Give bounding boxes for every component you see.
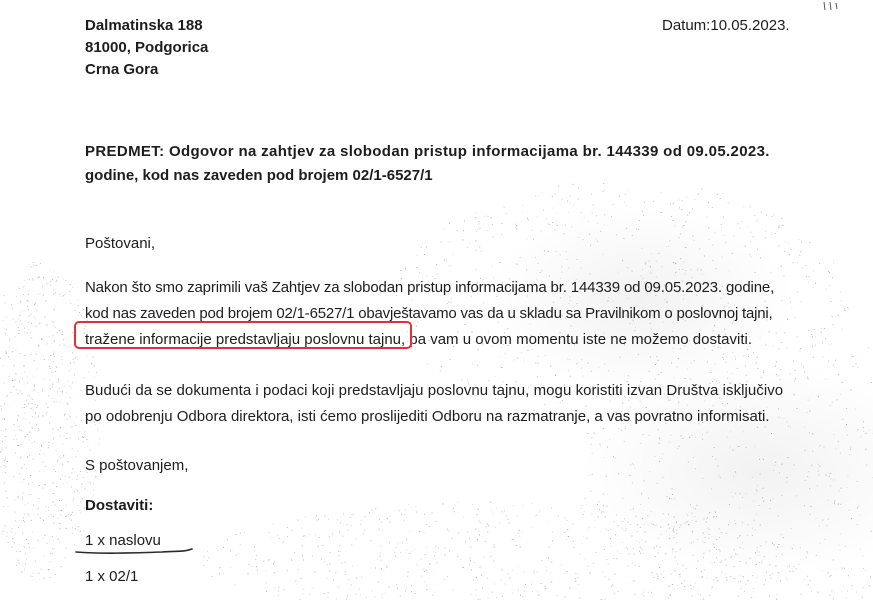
subject-line-1: PREDMET: Odgovor na zahtjev za slobodan pristup informacijama br. 144339 od 09.05.2023. xyxy=(85,143,770,160)
subject-line-2: godine, kod nas zaveden pod brojem 02/1-6527/1 xyxy=(85,167,433,184)
paragraph-2-line-1: Budući da se dokumenta i podaci koji predstavljaju poslovnu tajnu, mogu koristiti izvan Društva isključivo xyxy=(85,382,784,399)
paragraph-1-line-2: kod nas zaveden pod brojem 02/1-6527/1 obavještavamo vas da u skladu sa Pravilnikom o poslovnoj tajni, xyxy=(85,305,773,322)
paragraph-2 xyxy=(85,378,797,430)
paragraph-1-line-1: Nakon što smo zaprimili vaš Zahtjev za slobodan pristup informacijama br. 144339 od 09.05.2023. godine, xyxy=(85,279,775,296)
paragraph-1-line-3-rest: pa vam u ovom momentu iste ne možemo dostaviti. xyxy=(405,331,753,348)
paragraph-2-line-2: po odobrenju Odbora direktora, isti ćemo proslijediti Odboru na razmatranje, a vas povratno informisati. xyxy=(85,408,770,425)
recipient-2: 1 x 02/1 xyxy=(85,568,139,585)
corner-pen-mark xyxy=(820,0,850,12)
letter-date: Datum:10.05.2023. xyxy=(662,17,790,34)
sender-city: 81000, Podgorica xyxy=(85,39,209,56)
salutation: Poštovani, xyxy=(85,235,156,252)
closing-greeting: S poštovanjem, xyxy=(85,457,189,474)
sender-street: Dalmatinska 188 xyxy=(85,17,203,34)
recipient-1: 1 x naslovu xyxy=(85,532,161,549)
sender-address xyxy=(85,15,208,81)
subject-heading xyxy=(85,140,803,188)
highlighted-phrase: tražene informacije predstavljaju poslovnu tajnu, xyxy=(85,331,406,348)
paragraph-1-line-3 xyxy=(85,327,797,353)
sender-country: Crna Gora xyxy=(85,61,159,78)
handwritten-underline xyxy=(72,540,202,560)
delivery-heading: Dostaviti: xyxy=(85,497,154,514)
paragraph-1 xyxy=(85,275,797,353)
